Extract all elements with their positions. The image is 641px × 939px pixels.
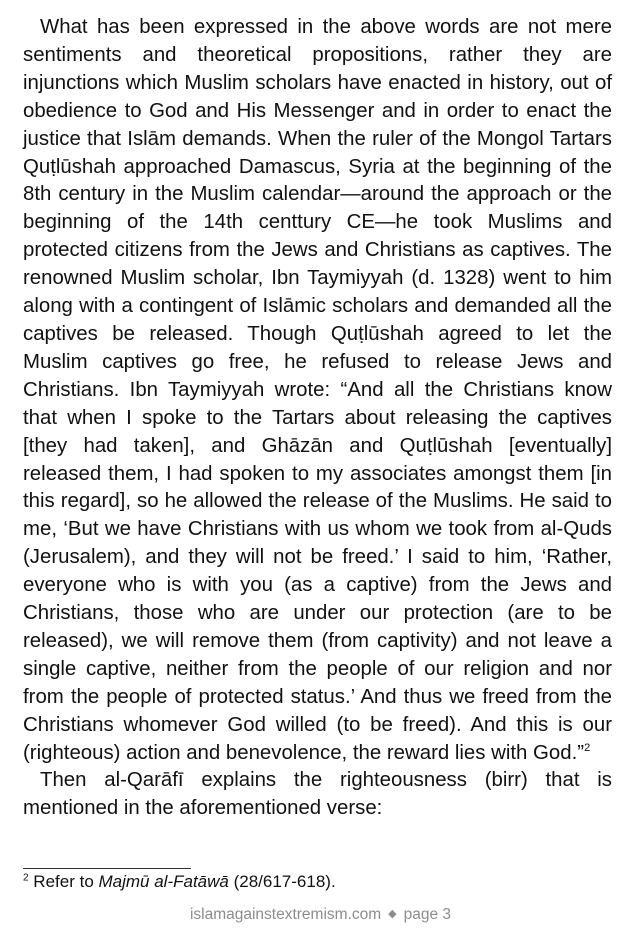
footer-page-number: page 3 <box>403 906 452 923</box>
footnote-source-title: Majmū al-Fatāwā <box>98 872 229 891</box>
footnote-divider <box>23 868 191 869</box>
page-footer <box>0 903 641 926</box>
footnote-number: 2 <box>23 872 29 884</box>
footer-site[interactable]: islamagainstextremism.com <box>189 906 382 923</box>
footnote <box>23 871 613 893</box>
body-paragraph-1 <box>23 14 612 767</box>
body-paragraph-2: Then al-Qarāfī explains the righteousness (birr) that is mentioned in the aforementioned verse: <box>23 769 612 820</box>
footer-diamond-icon: ◆ <box>388 908 397 920</box>
footnote-suffix: (28/617-618). <box>228 872 336 891</box>
footnote-prefix: Refer to <box>33 872 99 891</box>
page-body <box>23 14 612 823</box>
footnote-reference[interactable]: 2 <box>584 741 591 754</box>
paragraph-1-text: What has been expressed in the above words are not mere sentiments and theoretical propositions, rather they are injunctions which Muslim scholars have enacted in history, out of obedience to God and His Messenger and in order to enact the justice that Islām demands. When the ruler of the Mongol Tartars Quṭlūshah approached Damascus, Syria at the beginning of the 8th century in the Muslim calendar—around the approach or the beginning of the 14th centtury CE—he took Muslims and protected citizens from the Jews and Christians as captives. The renowned Muslim scholar, Ibn Taymiyyah (d. 1328) went to him along with a contingent of Islāmic scholars and demanded all the captives be released. Though Quṭlūshah agreed to let the Muslim captives go free, he refused to release Jews and Christians. Ibn Taymiyyah wrote: “And all the Christians know that when I spoke to the Tartars about releasing the captives [they had taken], and Ghāzān and Quṭlūshah [eventually] released them, I had spoken to my associates amongst them [in this regard], so he allowed the release of the Muslims. He said to me, ‘But we have Christians with us whom we took from al-Quds (Jerusalem), and they will not be freed.’ I said to him, ‘Rather, everyone who is with you (as a captive) from the Jews and Christians, those who are under our protection (are to be released), we will remove them (from captivity) and not leave a single captive, neither from the people of our religion and nor from the people of protected status.’ And thus we freed from the Christians whomever God willed (to be freed). And this is our (righteous) action and benevolence, the reward lies with God.” <box>23 16 612 764</box>
